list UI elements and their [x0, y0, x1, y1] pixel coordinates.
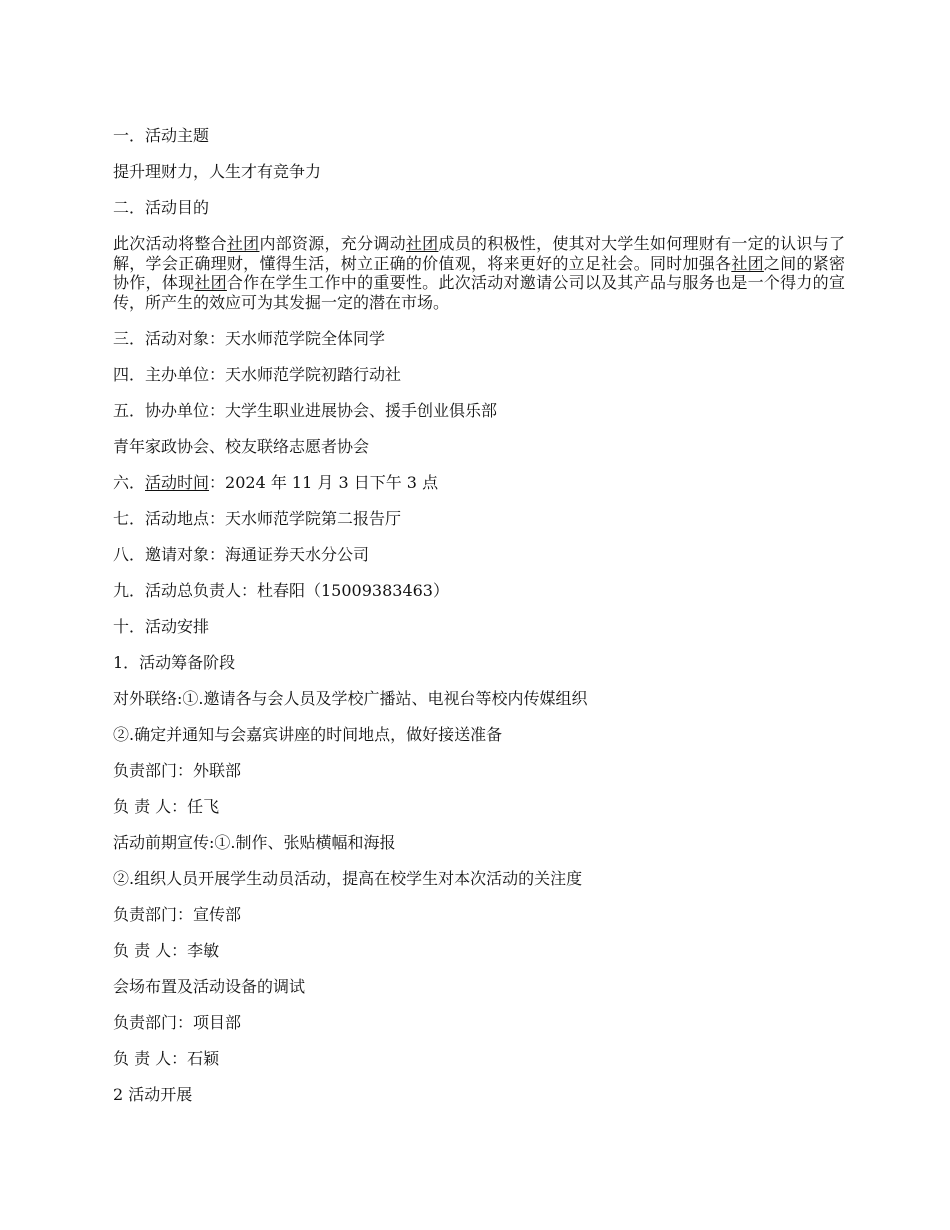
purpose-text: 此次活动将整合	[113, 234, 227, 253]
venue-setup: 会场布置及活动设备的调试	[113, 977, 306, 996]
section-heading-purpose: 二．活动目的	[113, 198, 210, 217]
venue-person: 负 责 人：石颖	[113, 1049, 220, 1068]
organizer: 四．主办单位：天水师范学院初踏行动社	[113, 365, 402, 384]
purpose-paragraph	[113, 234, 845, 312]
section-heading-schedule: 十．活动安排	[113, 617, 210, 636]
promotion-department: 负责部门：宣传部	[113, 905, 242, 924]
purpose-text: 之间的紧密协作，体现	[113, 253, 845, 292]
purpose-text: 成员的积极性，使其对大学生如何理财有一定的认识与了解，学会正确理财，懂得生活，树立正确的价值观，将来更好的立足社会。同时加强各	[113, 234, 845, 273]
purpose-text: 内部资源，充分调动	[259, 234, 406, 253]
stage-execution-heading: 2 活动开展	[113, 1085, 193, 1104]
co-organizer: 五．协办单位：大学生职业进展协会、援手创业俱乐部	[113, 401, 498, 420]
co-organizer-continued: 青年家政协会、校友联络志愿者协会	[113, 437, 370, 456]
promotion-item-1: 活动前期宣传:①.制作、张贴横幅和海报	[113, 833, 396, 852]
promotion-item-2: ②.组织人员开展学生动员活动，提高在校学生对本次活动的关注度	[113, 869, 583, 888]
event-time-prefix: 六．	[113, 473, 146, 492]
club-link[interactable]: 社团	[731, 253, 764, 273]
event-time	[113, 473, 845, 493]
event-time-value: ：2024 年 11 月 3 日下午 3 点	[209, 473, 439, 492]
event-location: 七．活动地点：天水师范学院第二报告厅	[113, 509, 402, 528]
target-audience: 三．活动对象：天水师范学院全体同学	[113, 329, 386, 348]
section-heading-theme: 一．活动主题	[113, 126, 210, 145]
outreach-person: 负 责 人：任飞	[113, 797, 220, 816]
invited-party: 八．邀请对象：海通证券天水分公司	[113, 545, 370, 564]
promotion-person: 负 责 人：李敏	[113, 941, 220, 960]
club-link[interactable]: 社团	[226, 234, 260, 253]
venue-department: 负责部门：项目部	[113, 1013, 242, 1032]
theme-text: 提升理财力，人生才有竞争力	[113, 162, 322, 181]
outreach-department: 负责部门：外联部	[113, 761, 242, 780]
club-link[interactable]: 社团	[194, 273, 227, 292]
document-page	[113, 126, 845, 1121]
event-time-link[interactable]: 活动时间	[145, 473, 210, 492]
outreach-item-1: 对外联络:①.邀请各与会人员及学校广播站、电视台等校内传媒组织	[113, 689, 588, 708]
purpose-text: 合作在学生工作中的重要性。此次活动对邀请公司以及其产品与服务也是一个得力的宣传，所产生的效应可为其发掘一定的潜在市场。	[113, 273, 845, 312]
outreach-item-2: ②.确定并通知与会嘉宾讲座的时间地点，做好接送准备	[113, 725, 503, 744]
club-link[interactable]: 社团	[405, 234, 439, 253]
stage-preparation-heading: 1．活动筹备阶段	[113, 653, 236, 672]
lead-person: 九．活动总负责人：杜春阳（15009383463）	[113, 581, 449, 600]
